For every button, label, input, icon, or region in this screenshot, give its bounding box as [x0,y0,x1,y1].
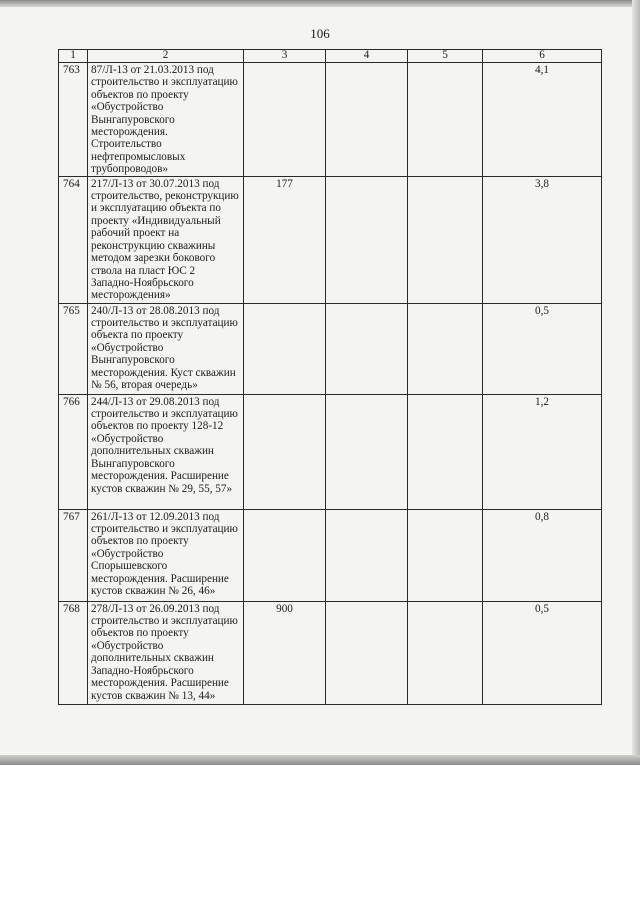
cell-col5 [408,394,483,509]
cell-col5 [408,601,483,704]
column-header: 6 [483,50,602,63]
column-header: 2 [88,50,244,63]
header-row [59,50,602,63]
row-description: 261/Л-13 от 12.09.2013 под строительство и эксплуатацию объектов по проекту «Обустройство Спорышевского месторождения. Расширение кустов скважин № 26, 46» [88,509,244,601]
column-header: 5 [408,50,483,63]
cell-col3 [244,394,326,509]
row-description: 240/Л-13 от 28.08.2013 под строительство и эксплуатацию объекта по проекту «Обустройство Вынгапуровского месторождения. Куст скважин № 56, вторая очередь» [88,303,244,394]
cell-area: 3,8 [483,176,602,303]
column-header: 3 [244,50,326,63]
cell-area: 0,5 [483,601,602,704]
cell-col4 [326,601,408,704]
table-row [59,509,602,601]
cell-col3: 900 [244,601,326,704]
table-row [59,176,602,303]
cell-col4 [326,303,408,394]
cell-area: 0,8 [483,509,602,601]
scan-edge-top [0,0,640,7]
cell-col3: 177 [244,176,326,303]
cell-area: 1,2 [483,394,602,509]
cell-area: 0,5 [483,303,602,394]
page-number: 106 [310,26,330,41]
table-row [59,63,602,177]
row-number: 767 [59,509,88,601]
cell-col5 [408,176,483,303]
cell-area: 4,1 [483,63,602,177]
cell-col5 [408,63,483,177]
cell-col3 [244,303,326,394]
scan-edge-right [632,0,640,765]
row-description: 217/Л-13 от 30.07.2013 под строительство, реконструкцию и эксплуатацию объекта по проекту «Индивидуальный рабочий проект на реконструкцию скважины методом зарезки бокового ствола на пласт ЮС 2 Западно-Ноябрьского месторождения» [88,176,244,303]
cell-col3 [244,509,326,601]
row-number: 768 [59,601,88,704]
cell-col4 [326,394,408,509]
cell-col4 [326,63,408,177]
table-row [59,394,602,509]
row-description: 244/Л-13 от 29.08.2013 под строительство и эксплуатацию объектов по проекту 128-12 «Обустройство дополнительных скважин Вынгапуровского месторождения. Расширение кустов скважин № 29, 55, 57» [88,394,244,509]
column-header: 1 [59,50,88,63]
register-table [58,49,602,705]
row-number: 764 [59,176,88,303]
row-number: 766 [59,394,88,509]
row-description: 278/Л-13 от 26.09.2013 под строительство и эксплуатацию объектов по проекту «Обустройство дополнительных скважин Западно-Ноябрьского месторождения. Расширение кустов скважин № 13, 44» [88,601,244,704]
cell-col5 [408,509,483,601]
table-row [59,601,602,704]
column-header: 4 [326,50,408,63]
cell-col4 [326,509,408,601]
cell-col4 [326,176,408,303]
row-number: 765 [59,303,88,394]
cell-col3 [244,63,326,177]
cell-col5 [408,303,483,394]
table-row [59,303,602,394]
row-number: 763 [59,63,88,177]
row-description: 87/Л-13 от 21.03.2013 под строительство и эксплуатацию объектов по проекту «Обустройство Вынгапуровского месторождения. Строительство нефтепромысловых трубопроводов» [88,63,244,177]
scan-edge-bottom [0,755,640,765]
